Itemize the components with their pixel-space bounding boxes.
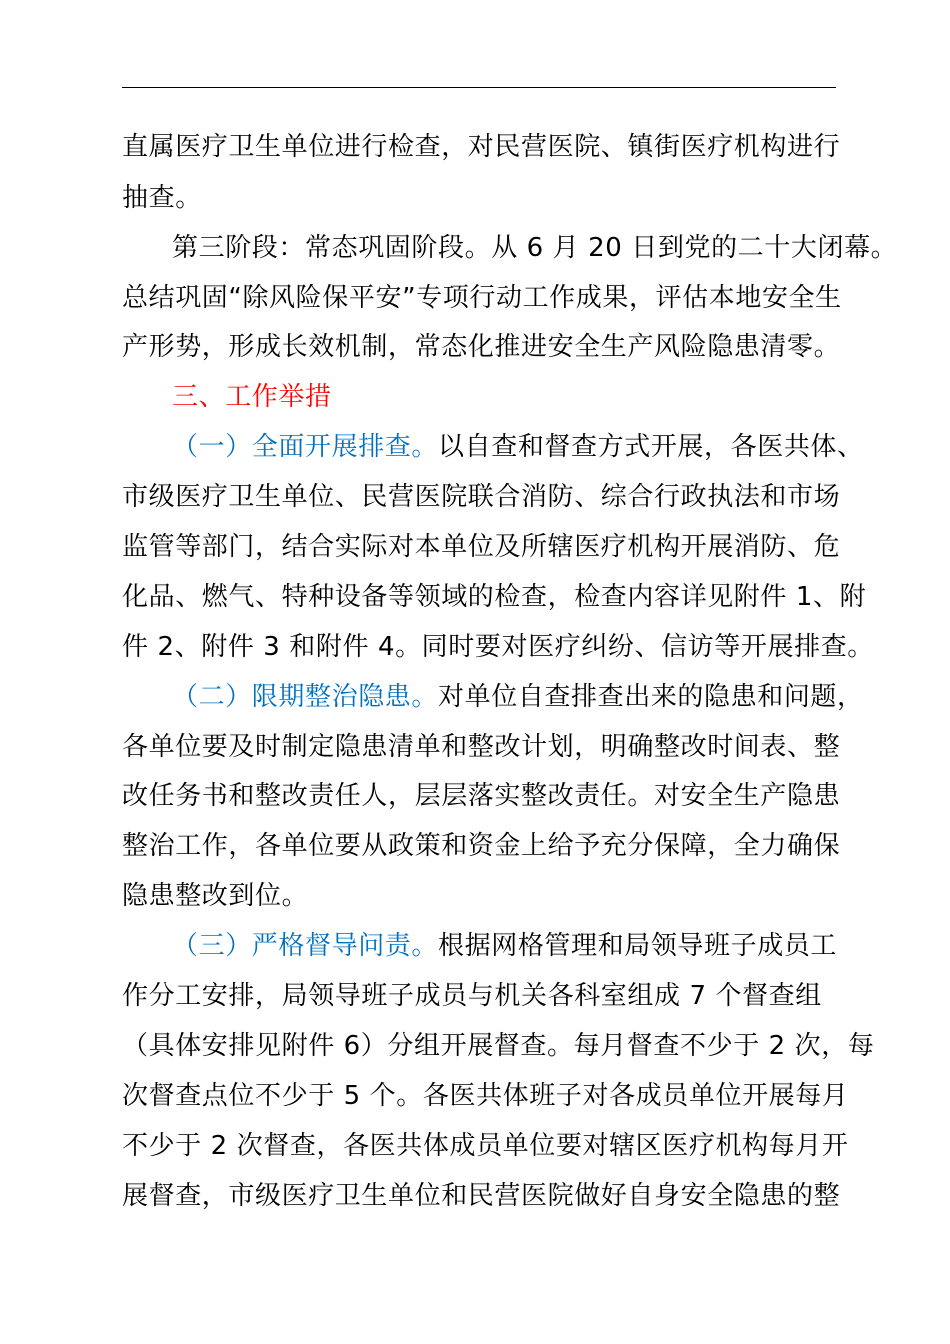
subheading: （三）严格督导问责。 bbox=[172, 931, 439, 961]
subheading: （一）全面开展排查。 bbox=[172, 432, 439, 462]
subheading: （二）限期整治隐患。 bbox=[172, 682, 439, 712]
body-line: 展督查，市级医疗卫生单位和民营医院做好自身安全隐患的整 bbox=[122, 1181, 841, 1211]
body-line: 整治工作，各单位要从政策和资金上给予充分保障，全力确保 bbox=[122, 831, 841, 861]
body-line: 次督查点位不少于 5 个。各医共体班子对各成员单位开展每月 bbox=[122, 1081, 849, 1111]
section-heading: 三、工作举措 bbox=[172, 382, 332, 412]
body-line: 第三阶段：常态巩固阶段。从 6 月 20 日到党的二十大闭幕。 bbox=[172, 233, 898, 263]
body-line: 产形势，形成长效机制，常态化推进安全生产风险隐患清零。 bbox=[122, 332, 841, 362]
body-line: 不少于 2 次督查，各医共体成员单位要对辖区医疗机构每月开 bbox=[122, 1131, 849, 1161]
body-line: 直属医疗卫生单位进行检查，对民营医院、镇街医疗机构进行 bbox=[122, 132, 841, 162]
body-line: （三）严格督导问责。根据网格管理和局领导班子成员工 bbox=[172, 931, 838, 961]
body-line: 抽查。 bbox=[122, 183, 202, 213]
body-line: （一）全面开展排查。以自查和督查方式开展，各医共体、 bbox=[172, 432, 864, 462]
body-line: 化品、燃气、特种设备等领域的检查，检查内容详见附件 1、附 bbox=[122, 582, 867, 612]
header-rule bbox=[122, 87, 836, 88]
body-line: 市级医疗卫生单位、民营医院联合消防、综合行政执法和市场 bbox=[122, 482, 841, 512]
body-line: （具体安排见附件 6）分组开展督查。每月督查不少于 2 次，每 bbox=[122, 1031, 875, 1061]
body-line: 监管等部门，结合实际对本单位及所辖医疗机构开展消防、危 bbox=[122, 532, 841, 562]
body-line: 隐患整改到位。 bbox=[122, 881, 309, 911]
body-line: 总结巩固“除风险保平安”专项行动工作成果，评估本地安全生 bbox=[122, 283, 842, 313]
body-line: 改任务书和整改责任人，层层落实整改责任。对安全生产隐患 bbox=[122, 781, 841, 811]
body-line: 各单位要及时制定隐患清单和整改计划，明确整改时间表、整 bbox=[122, 732, 841, 762]
body-line: 作分工安排，局领导班子成员与机关各科室组成 7 个督查组 bbox=[122, 981, 822, 1011]
body-line: （二）限期整治隐患。对单位自查排查出来的隐患和问题， bbox=[172, 682, 864, 712]
body-line: 件 2、附件 3 和附件 4。同时要对医疗纠纷、信访等开展排查。 bbox=[122, 632, 874, 662]
